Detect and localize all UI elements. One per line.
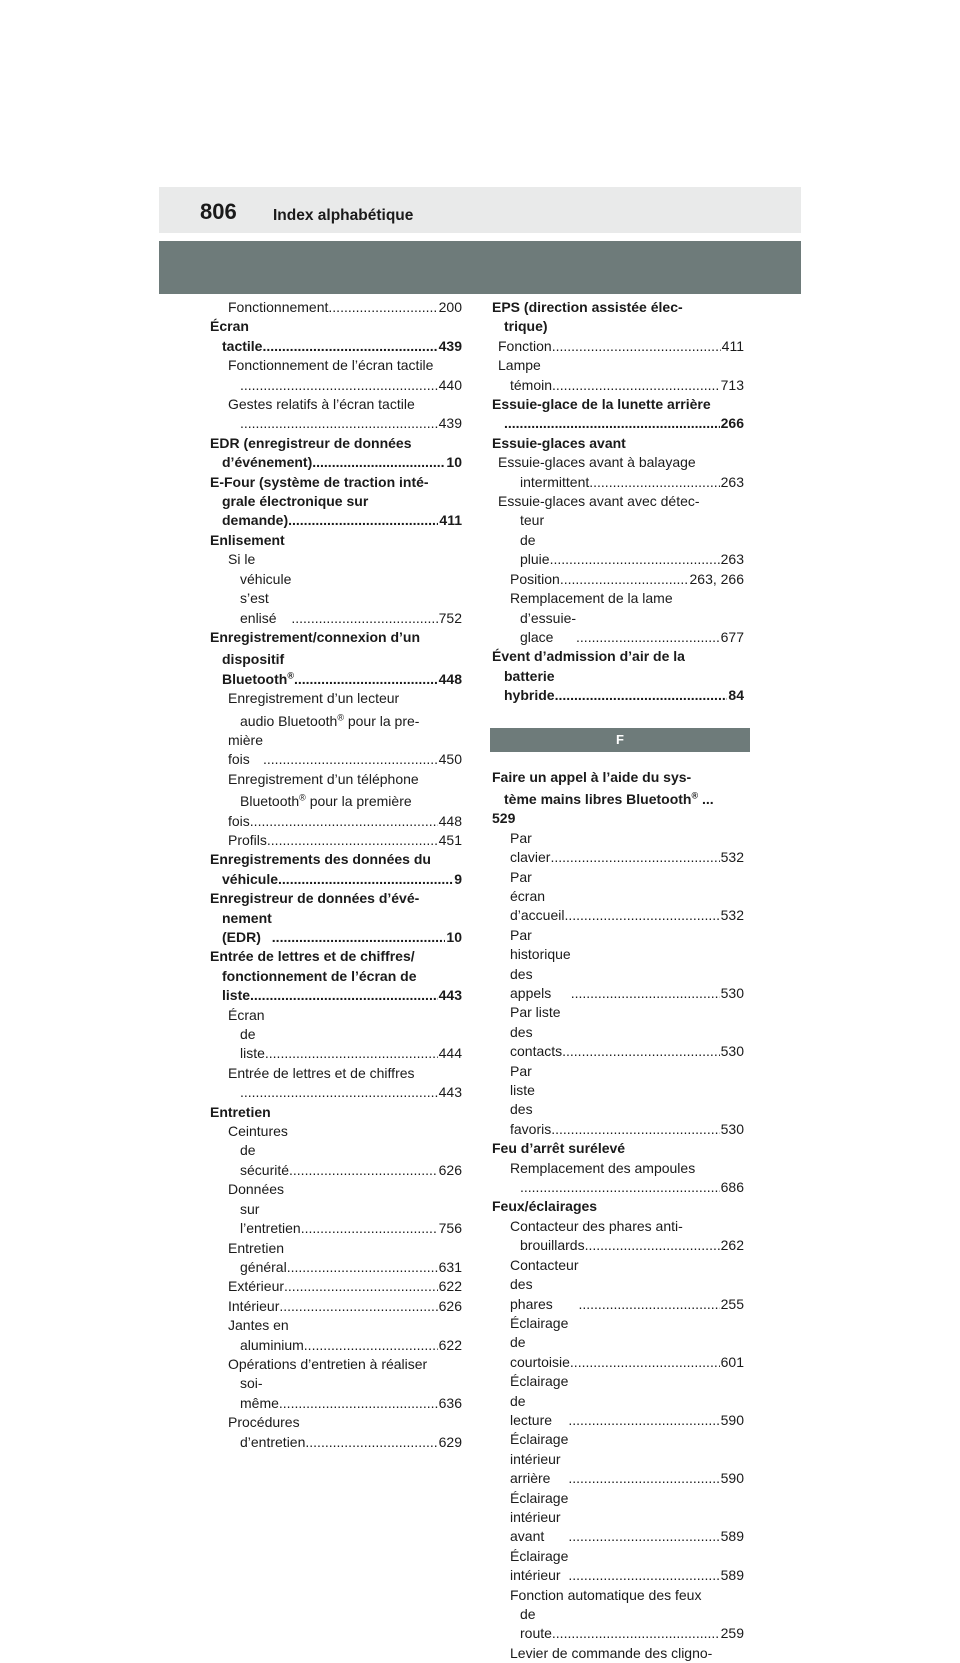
index-subentry: Essuie-glaces avant à balayage [498, 454, 696, 471]
index-subentry: Par clavier ..... 532 [492, 829, 744, 868]
index-entry: Faire un appel à l’aide du sys- [492, 768, 692, 785]
index-subentry: Gestes relatifs à l’écran tactile [228, 396, 415, 413]
index-subentry: Éclairage intérieur avant ..... 589 [492, 1489, 744, 1547]
index-page-ref: ..... 686 [492, 1178, 744, 1197]
index-subentry: Entrée de lettres et de chiffres [228, 1064, 415, 1081]
index-subentry: Par historique des appels ..... 530 [492, 926, 744, 1004]
index-entry: Évent d’admission d’air de la [492, 648, 685, 665]
index-page-ref: ..... 266 [492, 414, 744, 433]
index-subentry-cont: brouillards ..... 262 [492, 1236, 744, 1255]
index-subentry: Enregistrement d’un téléphone [228, 770, 419, 787]
index-entry-cont: demande) ..... 411 [210, 511, 462, 530]
index-entry: Enregistreur de données d’évé- [210, 890, 420, 907]
index-subentry: Opérations d’entretien à réaliser [228, 1355, 428, 1372]
index-subentry: Enregistrement d’un lecteur [228, 690, 400, 707]
index-subentry: Contacteur des phares anti- [510, 1217, 683, 1234]
index-subentry: Fonction ..... 411 [492, 337, 744, 356]
index-subentry: Contacteur des phares ..... 255 [492, 1256, 744, 1314]
index-subentry: Procédures d’entretien ..... 629 [210, 1413, 462, 1452]
index-subentry: Fonctionnement ..... 200 [210, 298, 462, 317]
index-entry: Entrée de lettres et de chiffres/ [210, 948, 415, 965]
index-subentry: Éclairage de courtoisie ..... 601 [492, 1314, 744, 1372]
index-entry: E-Four (système de traction inté- [210, 473, 429, 490]
index-entry: Écran tactile ..... 439 [210, 317, 462, 356]
index-entry: EDR (enregistreur de données [210, 434, 412, 451]
index-subentry-cont: intermittent ..... 263 [492, 473, 744, 492]
index-column-left [210, 298, 462, 1452]
index-subentry-cont: audio Bluetooth® pour la pre- [240, 711, 420, 729]
index-column-right [492, 298, 744, 1663]
index-entry-cont: trique) [504, 318, 548, 335]
index-subentry: Éclairage intérieur ..... 589 [492, 1547, 744, 1586]
index-subentry: Ceintures de sécurité ..... 626 [210, 1122, 462, 1180]
page-title: Index alphabétique [273, 207, 414, 224]
index-subentry: Fonction automatique des feux [510, 1586, 702, 1603]
index-subentry: Jantes en aluminium ..... 622 [210, 1316, 462, 1355]
index-subentry: Extérieur ..... 622 [210, 1277, 462, 1296]
index-entry-cont: nement (EDR) ..... 10 [210, 909, 462, 948]
index-entry-cont: grale électronique sur [222, 493, 369, 510]
index-page-ref: ..... 443 [210, 1083, 462, 1102]
index-subentry: Par liste des contacts ..... 530 [492, 1003, 744, 1061]
index-subentry: Données sur l’entretien ..... 756 [210, 1180, 462, 1238]
index-subentry-cont: d’essuie-glace ..... 677 [492, 609, 744, 648]
index-subentry: Entretien général ..... 631 [210, 1239, 462, 1278]
index-subentry: Éclairage intérieur arrière ..... 590 [492, 1430, 744, 1488]
index-subentry: Position ..... 263, 266 [492, 570, 744, 589]
index-entry-cont: tème mains libres Bluetooth® ... [504, 790, 714, 807]
index-entry-cont: fonctionnement de l’écran de [222, 967, 417, 984]
index-entry: Feux/éclairages [492, 1198, 598, 1215]
index-subentry: Si le véhicule s’est enlisé ..... 752 [210, 550, 462, 628]
index-subentry: Intérieur ..... 626 [210, 1297, 462, 1316]
index-subentry: Profils ..... 451 [210, 831, 462, 850]
index-subentry: Par liste des favoris ..... 530 [492, 1062, 744, 1140]
index-entry-cont: dispositif Bluetooth® ..... 448 [210, 650, 462, 689]
index-page-ref: ..... 439 [210, 414, 462, 433]
index-subentry: Éclairage de lecture ..... 590 [492, 1372, 744, 1430]
index-subentry-cont: de route ..... 259 [492, 1605, 744, 1644]
index-subentry: Lampe témoin ..... 713 [492, 356, 744, 395]
index-page-ref: ..... 440 [210, 376, 462, 395]
page-number: 806 [200, 199, 237, 224]
header-band [159, 241, 801, 294]
index-entry: Enregistrement/connexion d’un [210, 628, 421, 645]
index-entry: Feu d’arrêt surélevé [492, 1140, 626, 1157]
index-entry: Enregistrements des données du [210, 851, 431, 868]
index-subentry: Essuie-glaces avant avec détec- [498, 493, 700, 510]
index-subentry-cont: fois ..... 448 [210, 812, 462, 831]
index-subentry-cont: soi-même ..... 636 [210, 1374, 462, 1413]
index-entry-cont: d’événement) ..... 10 [210, 453, 462, 472]
index-subentry: Fonctionnement de l’écran tactile [228, 357, 434, 374]
section-header-f: F [490, 728, 750, 752]
page-header-bar [159, 187, 801, 233]
index-subentry-cont: mière fois ..... 450 [210, 731, 462, 770]
index-subentry: Remplacement des ampoules [510, 1159, 696, 1176]
index-subentry: Levier de commande des cligno- [510, 1644, 713, 1661]
index-entry: Essuie-glaces avant [492, 434, 626, 451]
index-subentry: Par écran d’accueil ..... 532 [492, 868, 744, 926]
index-entry: Entretien [210, 1103, 271, 1120]
index-entry-cont: véhicule ..... 9 [210, 870, 462, 889]
index-entry: EPS (direction assistée élec- [492, 299, 683, 315]
index-subentry: Remplacement de la lame [510, 590, 673, 607]
index-entry: Essuie-glace de la lunette arrière [492, 396, 711, 413]
index-subentry-cont: teur de pluie ..... 263 [492, 511, 744, 569]
index-entry-cont: batterie hybride ..... 84 [492, 667, 744, 706]
index-entry: Enlisement [210, 531, 285, 548]
index-entry-cont: 529 [492, 810, 516, 827]
index-subentry-cont: Bluetooth® pour la première [240, 792, 412, 810]
index-subentry: Écran de liste ..... 444 [210, 1006, 462, 1064]
index-entry-cont: liste ..... 443 [210, 986, 462, 1005]
